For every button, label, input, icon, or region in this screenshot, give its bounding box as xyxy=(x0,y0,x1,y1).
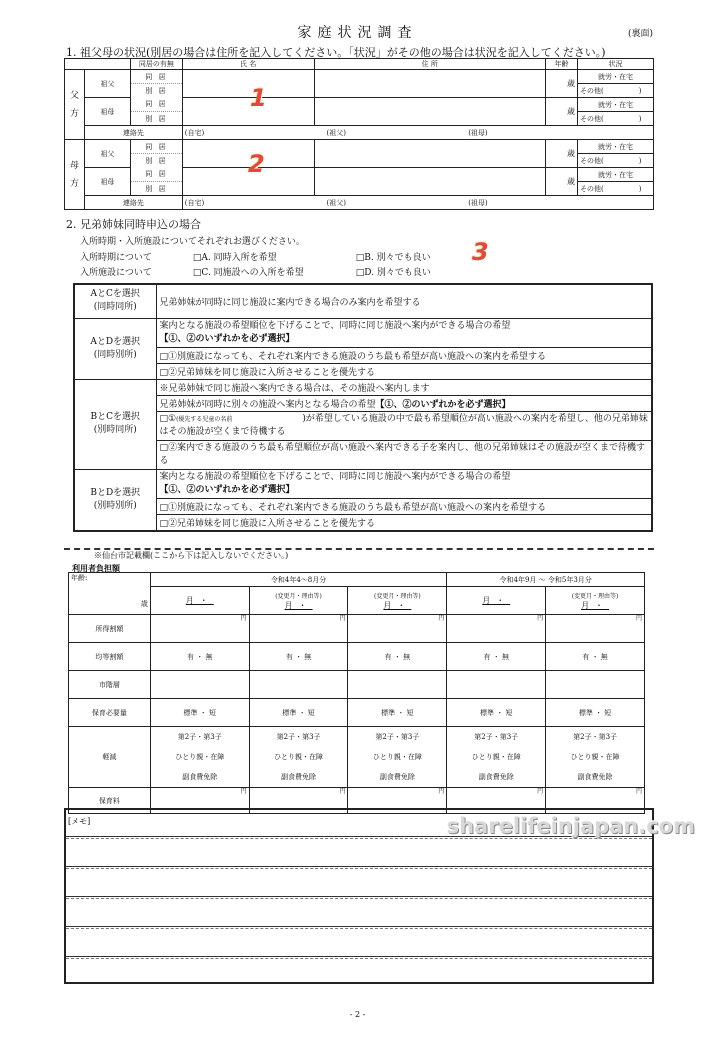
bd-option-2[interactable]: □②兄弟姉妹を同じ施設に入所させることを優先する xyxy=(156,514,652,531)
status-other[interactable]: その他( ) xyxy=(578,112,654,126)
yen-cell[interactable]: 円 xyxy=(546,615,645,643)
father-side-label: 父方 xyxy=(65,70,85,140)
contact-label: 連絡先 xyxy=(84,196,182,210)
contact-field[interactable]: (自宅) (祖父) (祖母) xyxy=(182,126,653,140)
bc-option-2[interactable]: □②案内できる施設のうち最も希望順位が高い施設へ案内できる子を案内し、他の兄弟姉妹はその施設が空くまで待機する xyxy=(156,440,652,469)
status-work[interactable]: 就労・在宅 xyxy=(578,140,654,154)
bd-label: BとDを選択 (別時別所) xyxy=(74,469,156,531)
option-c-checkbox[interactable]: □C. 同施設への入所を希望 xyxy=(192,268,304,278)
yen-cell[interactable]: 円 xyxy=(150,615,249,643)
month-cell[interactable]: (変更月・理由等) 月・ xyxy=(348,587,447,615)
age-field[interactable]: 歳 xyxy=(546,70,578,98)
watermark: sharelifeinjapan.com xyxy=(446,814,695,838)
page-title: 家庭状況調査 xyxy=(297,25,418,41)
yen-cell[interactable]: 円 xyxy=(150,788,249,814)
separate-option[interactable]: 別 居 xyxy=(130,112,182,126)
status-other[interactable]: その他( ) xyxy=(578,154,654,168)
yen-cell[interactable]: 円 xyxy=(249,788,348,814)
memo-line xyxy=(66,956,652,959)
bc-option-1[interactable]: □①(優先する児童の名前 )が希望している施設の中で最も希望順位が高い施設への案内を希望し、他の兄弟姉妹はその施設が空くまで待機する xyxy=(156,411,652,440)
grandparents-table xyxy=(64,58,654,210)
status-work[interactable]: 就労・在宅 xyxy=(578,70,654,84)
maternal-grandmother-label: 祖母 xyxy=(84,168,130,196)
sibling-choice-table xyxy=(73,283,653,532)
memo-label: [メモ] xyxy=(68,817,91,826)
yen-cell[interactable]: 円 xyxy=(447,788,546,814)
std-short-cell[interactable]: 標準 ・ 短 xyxy=(546,699,645,727)
cohabit-option[interactable]: 同 居 xyxy=(130,98,182,112)
row-fee: 保育料 xyxy=(69,788,151,814)
row-reduce: 軽減 xyxy=(69,727,151,788)
burden-title: 利用者負担額 xyxy=(72,563,120,573)
page-number: - 2 - xyxy=(349,1010,366,1019)
ac-text: 兄弟姉妹が同時に同じ施設に案内できる場合のみ案内を希望する xyxy=(156,284,652,318)
ad-text: 案内となる施設の希望順位を下げることで、同時に同じ施設へ案内ができる場合の希望 【①、②のいずれかを必ず選択】 xyxy=(156,318,652,347)
city-note: ※仙台市記載欄(ここから下は記入しないでください。) xyxy=(94,551,289,560)
has-none-cell[interactable]: 有 ・ 無 xyxy=(546,643,645,671)
period2-header: 令和4年9月 ～ 令和5年3月分 xyxy=(447,573,645,587)
row-income: 所得割額 xyxy=(69,615,151,643)
tax-class-cell[interactable] xyxy=(546,671,645,699)
tax-class-cell[interactable] xyxy=(150,671,249,699)
status-work[interactable]: 就労・在宅 xyxy=(578,98,654,112)
option-d-checkbox[interactable]: □D. 別々でも良い xyxy=(355,268,431,278)
reduce-cell[interactable]: 第2子・第3子 ひとり親・在障 副食費免除 xyxy=(150,727,249,788)
maternal-grandfather-label: 祖父 xyxy=(84,140,130,168)
cohabit-option[interactable]: 同 居 xyxy=(130,168,182,182)
status-work[interactable]: 就労・在宅 xyxy=(578,168,654,182)
name-field[interactable] xyxy=(182,70,314,98)
memo-line xyxy=(66,926,652,929)
memo-line xyxy=(66,866,652,869)
reduce-cell[interactable]: 第2子・第3子 ひとり親・在障 副食費免除 xyxy=(447,727,546,788)
tax-class-cell[interactable] xyxy=(249,671,348,699)
paternal-grandmother-label: 祖母 xyxy=(84,98,130,126)
bd-text: 案内となる施設の希望順位を下げることで、同時に同じ施設へ案内ができる場合の希望 【①、②のいずれかを必ず選択】 xyxy=(156,469,652,498)
yen-cell[interactable]: 円 xyxy=(249,615,348,643)
ad-label: AとDを選択 (同時別所) xyxy=(74,318,156,379)
yen-cell[interactable]: 円 xyxy=(348,788,447,814)
has-none-cell[interactable]: 有 ・ 無 xyxy=(348,643,447,671)
yen-cell[interactable]: 円 xyxy=(348,615,447,643)
std-short-cell[interactable]: 標準 ・ 短 xyxy=(348,699,447,727)
yen-cell[interactable]: 円 xyxy=(546,788,645,814)
row-equal: 均等割額 xyxy=(69,643,151,671)
timing-row: 入所時期について □A. 同時入所を希望 □B. 別々でも良い xyxy=(80,250,431,263)
annotation-badge-2: 2 xyxy=(248,150,265,178)
month-cell[interactable]: (変更月・理由等) 月・ xyxy=(546,587,645,615)
bc-label: BとCを選択 (別時同所) xyxy=(74,379,156,469)
annotation-badge-1: 1 xyxy=(250,84,267,112)
month-cell[interactable]: (変更月・理由等) 月・ xyxy=(249,587,348,615)
has-none-cell[interactable]: 有 ・ 無 xyxy=(150,643,249,671)
side-label: (裏面) xyxy=(627,29,653,39)
reduce-cell[interactable]: 第2子・第3子 ひとり親・在障 副食費免除 xyxy=(348,727,447,788)
option-b-checkbox[interactable]: □B. 別々でも良い xyxy=(355,253,431,263)
month-cell[interactable]: 月・ xyxy=(150,587,249,615)
section2-instruction: 入所時期・入所施設についてそれぞれお選びください。 xyxy=(80,237,305,247)
std-short-cell[interactable]: 標準 ・ 短 xyxy=(150,699,249,727)
has-none-cell[interactable]: 有 ・ 無 xyxy=(447,643,546,671)
burden-table xyxy=(68,572,645,814)
option-a-checkbox[interactable]: □A. 同時入所を希望 xyxy=(192,253,277,263)
col-presence: 同居の有無 xyxy=(130,59,182,70)
has-none-cell[interactable]: 有 ・ 無 xyxy=(249,643,348,671)
address-field[interactable] xyxy=(314,98,546,126)
col-status: 状況 xyxy=(578,59,654,70)
address-field[interactable] xyxy=(314,140,546,168)
tax-class-cell[interactable] xyxy=(348,671,447,699)
address-field[interactable] xyxy=(314,70,546,98)
separate-option[interactable]: 別 居 xyxy=(130,154,182,168)
age-field[interactable]: 歳 xyxy=(546,140,578,168)
tax-class-cell[interactable] xyxy=(447,671,546,699)
ac-label: AとCを選択 (同時同所) xyxy=(74,284,156,318)
facility-row: 入所施設について □C. 同施設への入所を希望 □D. 別々でも良い xyxy=(80,265,431,278)
mother-side-label: 母方 xyxy=(65,140,85,210)
status-other[interactable]: その他( ) xyxy=(578,182,654,196)
reduce-cell[interactable]: 第2子・第3子 ひとり親・在障 副食費免除 xyxy=(249,727,348,788)
name-field[interactable] xyxy=(182,98,314,126)
row-care-need: 保育必要量 xyxy=(69,699,151,727)
month-cell[interactable]: 月・ xyxy=(447,587,546,615)
ad-option-1[interactable]: □①別施設になっても、それぞれ案内できる施設のうち最も希望が高い施設への案内を希望する xyxy=(156,347,652,363)
ad-option-2[interactable]: □②兄弟姉妹を同じ施設に入所させることを優先する xyxy=(156,363,652,379)
cohabit-option[interactable]: 同 居 xyxy=(130,70,182,84)
reduce-cell[interactable]: 第2子・第3子 ひとり親・在障 副食費免除 xyxy=(546,727,645,788)
age-field[interactable]: 歳 xyxy=(546,168,578,196)
address-field[interactable] xyxy=(314,168,546,196)
status-other[interactable]: その他( ) xyxy=(578,84,654,98)
cohabit-option[interactable]: 同 居 xyxy=(130,140,182,154)
paternal-grandfather-label: 祖父 xyxy=(84,70,130,98)
bc-text: 兄弟姉妹が同時に別々の施設へ案内となる場合の希望【①、②のいずれかを必ず選択】 xyxy=(156,395,652,411)
yen-cell[interactable]: 円 xyxy=(447,615,546,643)
separate-option[interactable]: 別 居 xyxy=(130,84,182,98)
col-age: 年齢 xyxy=(546,59,578,70)
annotation-badge-3: 3 xyxy=(472,238,489,266)
age-cell[interactable]: 年齢: 歳 xyxy=(69,573,151,615)
section2-title: 2. 兄弟姉妹同時申込の場合 xyxy=(66,218,201,231)
bd-option-1[interactable]: □①別施設になっても、それぞれ案内できる施設のうち最も希望が高い施設への案内を希望する xyxy=(156,498,652,514)
row-tax-class: 市階層 xyxy=(69,671,151,699)
separate-option[interactable]: 別 居 xyxy=(130,182,182,196)
memo-line xyxy=(66,896,652,899)
age-field[interactable]: 歳 xyxy=(546,98,578,126)
contact-field[interactable]: (自宅) (祖父) (祖母) xyxy=(182,196,653,210)
section1-title: 1. 祖父母の状況(別居の場合は住所を記入してください。「状況」がその他の場合は状況を記入してください。) xyxy=(66,46,606,59)
period1-header: 令和4年4～8月分 xyxy=(150,573,446,587)
col-address: 住 所 xyxy=(314,59,546,70)
std-short-cell[interactable]: 標準 ・ 短 xyxy=(447,699,546,727)
col-name: 氏 名 xyxy=(182,59,314,70)
bc-note: ※兄弟姉妹で同じ施設へ案内できる場合は、その施設へ案内します xyxy=(156,379,652,395)
std-short-cell[interactable]: 標準 ・ 短 xyxy=(249,699,348,727)
contact-label: 連絡先 xyxy=(84,126,182,140)
